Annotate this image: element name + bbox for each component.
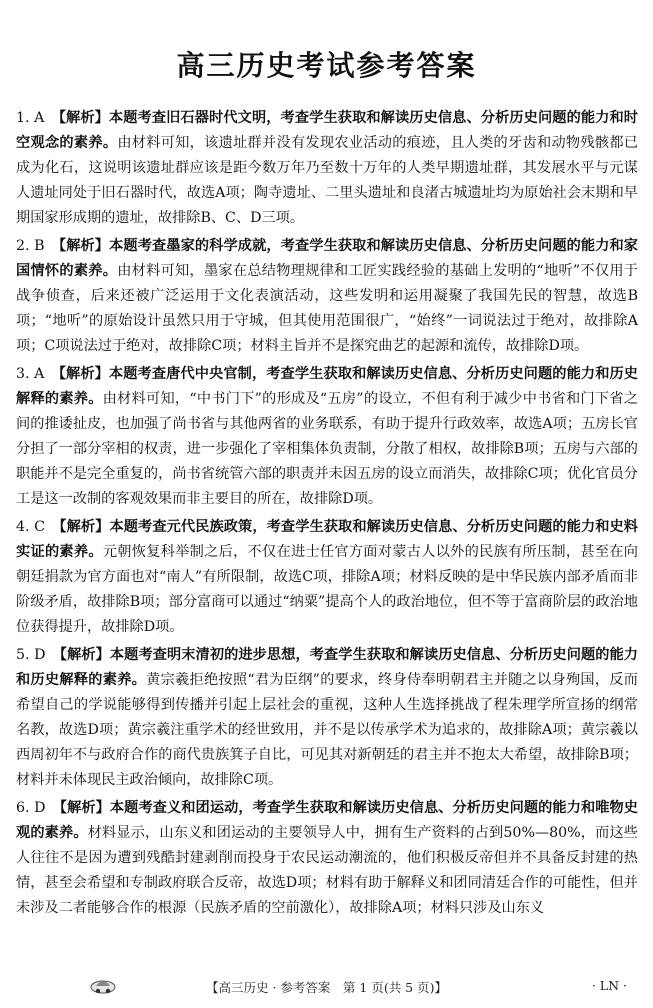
footer-code: · LN ·: [591, 978, 627, 993]
answer-number: 4. C: [16, 519, 46, 535]
answer-number: 6. D: [16, 800, 46, 816]
answer-analysis-lead: 【解析】本题考查义和团运动，考查学生获取和解读历史信息、分析历史问题的能力和唯物史观的素养。: [16, 800, 638, 841]
answer-item-5: [16, 643, 638, 793]
answer-analysis-lead: 【解析】本题考查元代民族政策，考查学生获取和解读历史信息、分析历史问题的能力和史料实证的素养。: [16, 519, 638, 560]
answer-analysis-body: 元朝恢复科举制之后，不仅在进士任官方面对蒙古人以外的民族有所压制，甚至在向朝廷捐款为官方面也对“南人”有所限制，故选C项，排除A项；材料反映的是中华民族内部矛盾而非阶级矛盾，故排除B项；部分富商可以通过“纳粟”提高个人的政治地位，但不等于富商阶层的政治地位获得提升，故排除D项。: [16, 544, 638, 635]
answer-analysis-body: 由材料可知，墨家在总结物理规律和工匠实践经验的基础上发明的“地听”不仅用于战争侦查，后来还被广泛运用于文化表演活动，这些发明和运用凝聚了我国先民的智慧，故选B项；“地听”的原始设计虽然只用于守城，但其使用范围很广，“始终”一词说法过于绝对，故排除A项；C项说法过于绝对，故排除C项；材料主旨并不是探究曲艺的起源和流传，故排除D项。: [16, 263, 638, 354]
answer-analysis-lead: 【解析】本题考查唐代中央官制，考查学生获取和解读历史信息、分析历史问题的能力和历史解释的素养。: [16, 366, 638, 407]
answer-analysis-body: 由材料可知，该遗址群并没有发现农业活动的痕迹，且人类的牙齿和动物残骸都已成为化石，这说明该遗址群应该是距今数万年乃至数十万年的人类早期遗址群，其发展水平与元谋人遗址同处于旧石器时代，故选A项；陶寺遗址、二里头遗址和良渚古城遗址均为原始社会末期和早期国家形成期的遗址，故排除B、C、D三项。: [16, 135, 638, 226]
answer-number: 2. B: [16, 238, 45, 254]
answer-item-3: [16, 362, 638, 512]
answer-analysis-body: 由材料可知，“中书门下”的形成及“五房”的设立，不但有利于减少中书省和门下省之间的推诿扯皮，也加强了尚书省与其他两省的业务联系，有助于提升行政效率，故选A项；五房长官分担了一部分宰相的权责，进一步强化了宰相集体负责制，分散了相权，故排除B项；五房与六部的职能并不是完全重复的，尚书省统管六部的职责并未因五房的设立而消失，故排除C项；优化官员分工是这一改制的客观效果而非主要目的所在，故排除D项。: [16, 391, 638, 507]
page-title: 高三历史考试参考答案: [176, 49, 477, 82]
answer-list: [16, 106, 638, 924]
answer-analysis-body: 材料显示，山东义和团运动的主要领导人中，拥有生产资料的占到50%—80%，而这些人往往不是因为遭到残酷封建剥削而投身于农民运动潮流的，他们积极反帝但并不具备反封建的热情，甚至会希望和专制政府联合反帝，故选D项；材料有助于解释义和团同清廷合作的可能性，但并未涉及二者能够合作的根源（民族矛盾的空前激化），故排除A项；材料只涉及山东义: [16, 825, 638, 916]
answer-item-6: [16, 796, 638, 921]
answer-number: 5. D: [16, 647, 46, 663]
answer-number: 1. A: [16, 110, 45, 126]
answer-item-4: [16, 515, 638, 640]
footer-page-info: 【高三历史 · 参考答案 第 1 页(共 5 页)】: [206, 980, 447, 995]
answer-item-2: [16, 234, 638, 359]
answer-analysis-lead: 【解析】本题考查明末清初的进步思想，考查学生获取和解读历史信息、分析历史问题的能力和历史解释的素养。: [16, 647, 638, 688]
answer-item-1: [16, 106, 638, 231]
answer-analysis-lead: 【解析】本题考查旧石器时代文明，考查学生获取和解读历史信息、分析历史问题的能力和时空观念的素养。: [16, 110, 638, 151]
answer-analysis-lead: 【解析】本题考查墨家的科学成就，考查学生获取和解读历史信息、分析历史问题的能力和家国情怀的素养。: [16, 238, 638, 279]
answer-number: 3. A: [16, 366, 45, 382]
page-footer: [0, 975, 653, 999]
answer-analysis-body: 黄宗羲拒绝按照“君为臣纲”的要求，终身侍奉明朝君主并随之以身殉国，反而希望自己的学说能够得到传播并引起上层社会的重视，这种人生选择挑战了程朱理学所宣扬的纲常名教，故选D项；黄宗羲注重学术的经世致用，并不是以传承学术为追求的，故排除A项；黄宗羲以西周初年不与政府合作的商代贵族箕子自比，可见其对新朝廷的君主并不抱太大希望，故排除B项；材料并未体现民主政治倾向，故排除C项。: [16, 672, 638, 788]
